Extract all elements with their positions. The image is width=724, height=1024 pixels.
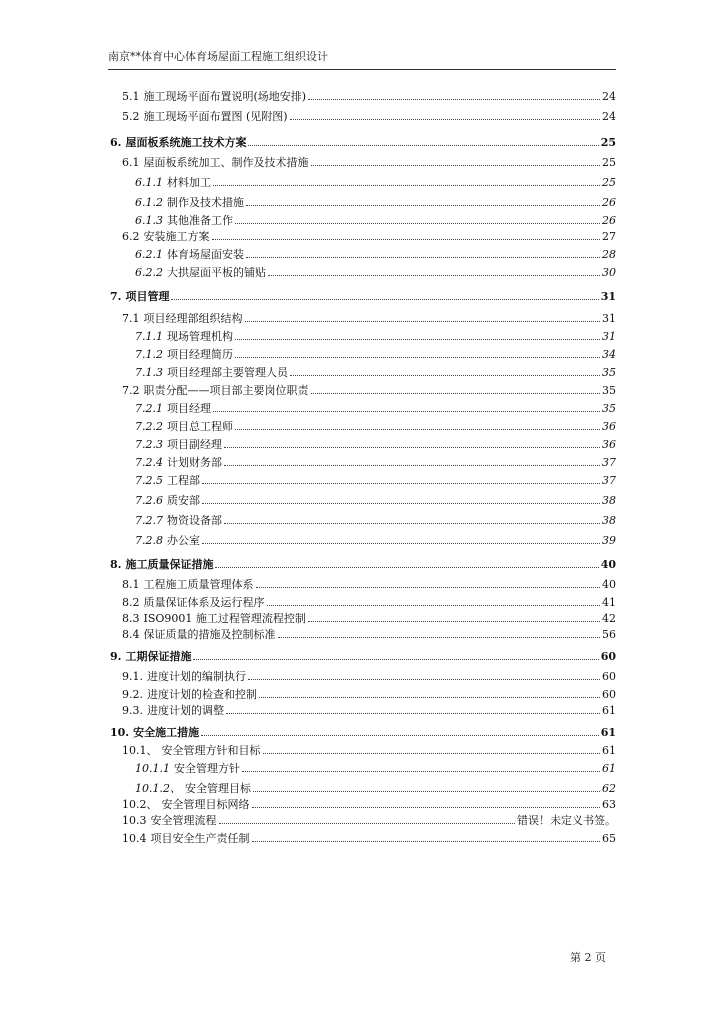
toc-entry[interactable] bbox=[110, 136, 616, 150]
toc-entry-number: 10. bbox=[110, 726, 130, 739]
toc-entry-title: 安全管理方针和目标 bbox=[161, 744, 261, 757]
toc-dot-leader bbox=[268, 266, 600, 276]
toc-entry-title: 项目经理 bbox=[167, 402, 211, 415]
toc-entry-title: 进度计划的调整 bbox=[147, 704, 224, 717]
toc-entry-number: 7.2.4 bbox=[135, 456, 163, 469]
toc-entry-number: 10.1.2、 bbox=[135, 782, 181, 795]
toc-entry-title: 大拱屋面平板的铺贴 bbox=[167, 266, 266, 279]
toc-entry-number: 7.2.3 bbox=[135, 438, 163, 451]
toc-dot-leader bbox=[308, 612, 600, 622]
toc-entry-page: 25 bbox=[602, 176, 616, 189]
toc-dot-leader bbox=[201, 726, 599, 736]
toc-entry[interactable] bbox=[110, 558, 616, 572]
toc-entry-title: 项目安全生产责任制 bbox=[150, 832, 250, 845]
toc-entry-title: 质量保证体系及运行程序 bbox=[143, 596, 265, 609]
toc-entry[interactable] bbox=[122, 156, 616, 170]
toc-entry-title: 项目管理 bbox=[125, 290, 170, 303]
toc-entry-page: 34 bbox=[602, 348, 616, 361]
toc-dot-leader bbox=[242, 762, 600, 772]
toc-entry-page: 31 bbox=[602, 312, 616, 325]
toc-entry-page: 60 bbox=[600, 650, 616, 663]
toc-entry-number: 6.2.1 bbox=[135, 248, 163, 261]
toc-entry-page: 63 bbox=[602, 798, 616, 811]
toc-dot-leader bbox=[215, 558, 598, 568]
toc-dot-leader bbox=[246, 196, 600, 206]
toc-entry-number: 10.2、 bbox=[122, 798, 158, 811]
toc-entry-number: 10.3 bbox=[122, 814, 147, 827]
toc-entry[interactable] bbox=[135, 330, 616, 344]
toc-entry[interactable] bbox=[135, 348, 616, 362]
toc-dot-leader bbox=[212, 230, 601, 240]
page-header: 南京**体育中心体育场屋面工程施工组织设计 bbox=[108, 50, 328, 63]
toc-entry-title: ISO9001 施工过程管理流程控制 bbox=[143, 612, 306, 625]
toc-entry-title: 其他准备工作 bbox=[167, 214, 233, 227]
toc-entry[interactable] bbox=[122, 832, 616, 846]
toc-entry-title: 安全施工措施 bbox=[133, 726, 200, 739]
toc-entry-page: 25 bbox=[602, 156, 616, 169]
toc-dot-leader bbox=[248, 670, 600, 680]
toc-entry[interactable] bbox=[122, 596, 616, 610]
toc-entry[interactable] bbox=[135, 196, 616, 210]
toc-entry-number: 7.2 bbox=[122, 384, 140, 397]
toc-entry-number: 7.2.7 bbox=[135, 514, 163, 527]
toc-entry[interactable] bbox=[135, 438, 616, 452]
toc-dot-leader bbox=[290, 366, 600, 376]
toc-entry-number: 8.1 bbox=[122, 578, 140, 591]
toc-entry-title: 屋面板系统施工技术方案 bbox=[125, 136, 247, 149]
toc-entry-title: 施工质量保证措施 bbox=[125, 558, 214, 571]
toc-entry-number: 6.1 bbox=[122, 156, 140, 169]
toc-entry-page: 28 bbox=[602, 248, 616, 261]
toc-entry-number: 6.1.3 bbox=[135, 214, 163, 227]
toc-entry-page: 36 bbox=[602, 420, 616, 433]
toc-entry-number: 5.1 bbox=[122, 90, 140, 103]
toc-entry-page: 27 bbox=[602, 230, 616, 243]
toc-entry-page: 24 bbox=[602, 90, 616, 103]
toc-entry-page: 25 bbox=[600, 136, 616, 149]
toc-entry[interactable] bbox=[135, 214, 616, 228]
toc-entry-number: 8.2 bbox=[122, 596, 140, 609]
toc-entry-title: 计划财务部 bbox=[167, 456, 222, 469]
toc-dot-leader bbox=[224, 514, 600, 524]
toc-entry-title: 安全管理流程 bbox=[150, 814, 217, 827]
toc-entry-title: 保证质量的措施及控制标准 bbox=[143, 628, 276, 641]
toc-dot-leader bbox=[246, 248, 600, 258]
toc-entry-title: 职责分配——项目部主要岗位职责 bbox=[143, 384, 309, 397]
toc-entry-page: 30 bbox=[602, 266, 616, 279]
toc-dot-leader bbox=[224, 456, 600, 466]
toc-entry[interactable] bbox=[135, 366, 616, 380]
toc-entry-title: 工程施工质量管理体系 bbox=[143, 578, 254, 591]
toc-entry[interactable] bbox=[122, 312, 616, 326]
toc-entry-page: 61 bbox=[600, 726, 616, 739]
toc-dot-leader bbox=[193, 650, 598, 660]
toc-entry-page: 35 bbox=[602, 366, 616, 379]
toc-entry[interactable] bbox=[110, 290, 616, 304]
toc-dot-leader bbox=[267, 596, 601, 606]
toc-entry-page: 35 bbox=[602, 402, 616, 415]
toc-entry[interactable] bbox=[135, 762, 616, 776]
toc-entry-number: 7.2.6 bbox=[135, 494, 163, 507]
toc-entry-number: 7.1 bbox=[122, 312, 140, 325]
toc-entry[interactable] bbox=[135, 494, 616, 508]
toc-entry-page: 24 bbox=[602, 110, 616, 123]
toc-entry-page: 56 bbox=[602, 628, 616, 641]
toc-entry-title: 安全管理目标网络 bbox=[161, 798, 250, 811]
toc-entry-page: 错误！未定义书签。 bbox=[517, 814, 616, 827]
toc-entry-number: 7. bbox=[110, 290, 122, 303]
toc-entry[interactable] bbox=[110, 650, 616, 664]
toc-entry-number: 7.2.1 bbox=[135, 402, 163, 415]
toc-dot-leader bbox=[224, 438, 600, 448]
toc-entry[interactable] bbox=[122, 704, 616, 718]
toc-entry-title: 项目经理简历 bbox=[167, 348, 233, 361]
toc-entry-number: 10.1.1 bbox=[135, 762, 170, 775]
toc-entry[interactable] bbox=[135, 248, 616, 262]
toc-dot-leader bbox=[202, 534, 600, 544]
toc-entry-page: 60 bbox=[602, 688, 616, 701]
toc-entry-title: 工程部 bbox=[167, 474, 200, 487]
toc-entry[interactable] bbox=[135, 534, 616, 548]
toc-entry-number: 5.2 bbox=[122, 110, 140, 123]
toc-entry-page: 60 bbox=[602, 670, 616, 683]
toc-entry-page: 65 bbox=[602, 832, 616, 845]
toc-entry-title: 工期保证措施 bbox=[125, 650, 192, 663]
toc-entry-title: 项目经理部组织结构 bbox=[143, 312, 243, 325]
toc-entry[interactable] bbox=[122, 744, 616, 758]
toc-entry-page: 40 bbox=[602, 578, 616, 591]
toc-entry[interactable] bbox=[122, 688, 616, 702]
toc-entry-title: 进度计划的检查和控制 bbox=[147, 688, 257, 701]
toc-dot-leader bbox=[202, 474, 600, 484]
toc-dot-leader bbox=[290, 110, 600, 120]
toc-entry[interactable] bbox=[122, 110, 616, 124]
toc-entry[interactable] bbox=[135, 782, 616, 796]
toc-entry-number: 8.3 bbox=[122, 612, 140, 625]
toc-entry-page: 36 bbox=[602, 438, 616, 451]
toc-entry-number: 9. bbox=[110, 650, 122, 663]
toc-entry-number: 7.2.2 bbox=[135, 420, 163, 433]
toc-dot-leader bbox=[171, 290, 598, 300]
toc-entry-title: 施工现场平面布置图 (见附图) bbox=[143, 110, 288, 123]
toc-entry[interactable] bbox=[135, 514, 616, 528]
toc-entry[interactable] bbox=[122, 230, 616, 244]
toc-entry-number: 6.1.1 bbox=[135, 176, 163, 189]
toc-entry[interactable] bbox=[122, 814, 616, 828]
toc-dot-leader bbox=[245, 312, 601, 322]
toc-dot-leader bbox=[311, 384, 601, 394]
toc-entry-title: 项目副经理 bbox=[167, 438, 222, 451]
toc-entry-number: 6.2.2 bbox=[135, 266, 163, 279]
toc-dot-leader bbox=[202, 494, 600, 504]
toc-entry-page: 41 bbox=[602, 596, 616, 609]
toc-dot-leader bbox=[235, 348, 600, 358]
toc-entry-title: 材料加工 bbox=[167, 176, 211, 189]
toc-entry-page: 26 bbox=[602, 196, 616, 209]
toc-entry-number: 8.4 bbox=[122, 628, 140, 641]
toc-entry[interactable] bbox=[122, 628, 616, 642]
toc-entry[interactable] bbox=[135, 402, 616, 416]
toc-entry-title: 体育场屋面安装 bbox=[167, 248, 244, 261]
toc-entry[interactable] bbox=[135, 456, 616, 470]
toc-entry-title: 安全管理目标 bbox=[185, 782, 251, 795]
toc-entry[interactable] bbox=[135, 176, 616, 190]
toc-entry-number: 9.3. bbox=[122, 704, 143, 717]
toc-dot-leader bbox=[252, 798, 601, 808]
toc-entry[interactable] bbox=[122, 798, 616, 812]
toc-dot-leader bbox=[253, 782, 600, 792]
toc-entry-page: 37 bbox=[602, 456, 616, 469]
toc-entry[interactable] bbox=[122, 578, 616, 592]
toc-dot-leader bbox=[235, 420, 600, 430]
toc-entry-number: 7.2.5 bbox=[135, 474, 163, 487]
toc-entry-page: 61 bbox=[602, 704, 616, 717]
toc-entry-page: 62 bbox=[602, 782, 616, 795]
toc-entry-title: 项目经理部主要管理人员 bbox=[167, 366, 288, 379]
toc-entry-page: 31 bbox=[602, 330, 616, 343]
toc-dot-leader bbox=[311, 156, 601, 166]
toc-dot-leader bbox=[256, 578, 601, 588]
toc-entry-title: 制作及技术措施 bbox=[167, 196, 244, 209]
toc-entry[interactable] bbox=[135, 420, 616, 434]
toc-entry-page: 39 bbox=[602, 534, 616, 547]
toc-entry-number: 6.2 bbox=[122, 230, 140, 243]
toc-dot-leader bbox=[278, 628, 601, 638]
toc-entry-page: 38 bbox=[602, 494, 616, 507]
toc-dot-leader bbox=[259, 688, 600, 698]
toc-entry-page: 35 bbox=[602, 384, 616, 397]
toc-entry-page: 26 bbox=[602, 214, 616, 227]
toc-entry-number: 8. bbox=[110, 558, 122, 571]
toc-entry-title: 安装施工方案 bbox=[143, 230, 210, 243]
toc-entry-title: 物资设备部 bbox=[167, 514, 222, 527]
toc-entry[interactable] bbox=[135, 474, 616, 488]
toc-entry-number: 6.1.2 bbox=[135, 196, 163, 209]
toc-dot-leader bbox=[308, 90, 600, 100]
page-number: 第 2 页 bbox=[570, 951, 606, 964]
toc-entry-number: 9.2. bbox=[122, 688, 143, 701]
toc-entry-number: 7.1.2 bbox=[135, 348, 163, 361]
toc-entry[interactable] bbox=[135, 266, 616, 280]
toc-dot-leader bbox=[248, 136, 598, 146]
toc-entry[interactable] bbox=[110, 726, 616, 740]
toc-dot-leader bbox=[213, 402, 600, 412]
toc-entry-title: 质安部 bbox=[167, 494, 200, 507]
toc-entry-number: 10.4 bbox=[122, 832, 147, 845]
toc-entry-title: 屋面板系统加工、制作及技术措施 bbox=[143, 156, 309, 169]
toc-entry-number: 6. bbox=[110, 136, 122, 149]
toc-entry[interactable] bbox=[122, 670, 616, 684]
toc-entry-number: 7.1.1 bbox=[135, 330, 163, 343]
toc-entry[interactable] bbox=[122, 612, 616, 626]
toc-dot-leader bbox=[219, 814, 516, 824]
toc-entry-number: 10.1、 bbox=[122, 744, 158, 757]
toc-entry-number: 9.1. bbox=[122, 670, 143, 683]
header-rule bbox=[108, 69, 616, 70]
toc-entry-title: 项目总工程师 bbox=[167, 420, 233, 433]
toc-entry-page: 37 bbox=[602, 474, 616, 487]
toc-dot-leader bbox=[213, 176, 600, 186]
toc-entry-page: 42 bbox=[602, 612, 616, 625]
toc-entry-page: 40 bbox=[600, 558, 616, 571]
toc-entry-page: 61 bbox=[602, 744, 616, 757]
toc-dot-leader bbox=[235, 214, 600, 224]
toc-entry-number: 7.2.8 bbox=[135, 534, 163, 547]
toc-entry[interactable] bbox=[122, 90, 616, 104]
toc-entry-number: 7.1.3 bbox=[135, 366, 163, 379]
toc-entry-title: 现场管理机构 bbox=[167, 330, 233, 343]
toc-dot-leader bbox=[252, 832, 601, 842]
toc-dot-leader bbox=[226, 704, 600, 714]
toc-entry-title: 办公室 bbox=[167, 534, 200, 547]
toc-entry-title: 安全管理方针 bbox=[174, 762, 240, 775]
toc-entry-page: 31 bbox=[600, 290, 616, 303]
toc-dot-leader bbox=[235, 330, 600, 340]
toc-entry-page: 61 bbox=[602, 762, 616, 775]
toc-entry-page: 38 bbox=[602, 514, 616, 527]
toc-dot-leader bbox=[263, 744, 601, 754]
toc-entry-title: 进度计划的编制执行 bbox=[147, 670, 246, 683]
toc-entry-title: 施工现场平面布置说明(场地安排) bbox=[143, 90, 307, 103]
toc-entry[interactable] bbox=[122, 384, 616, 398]
